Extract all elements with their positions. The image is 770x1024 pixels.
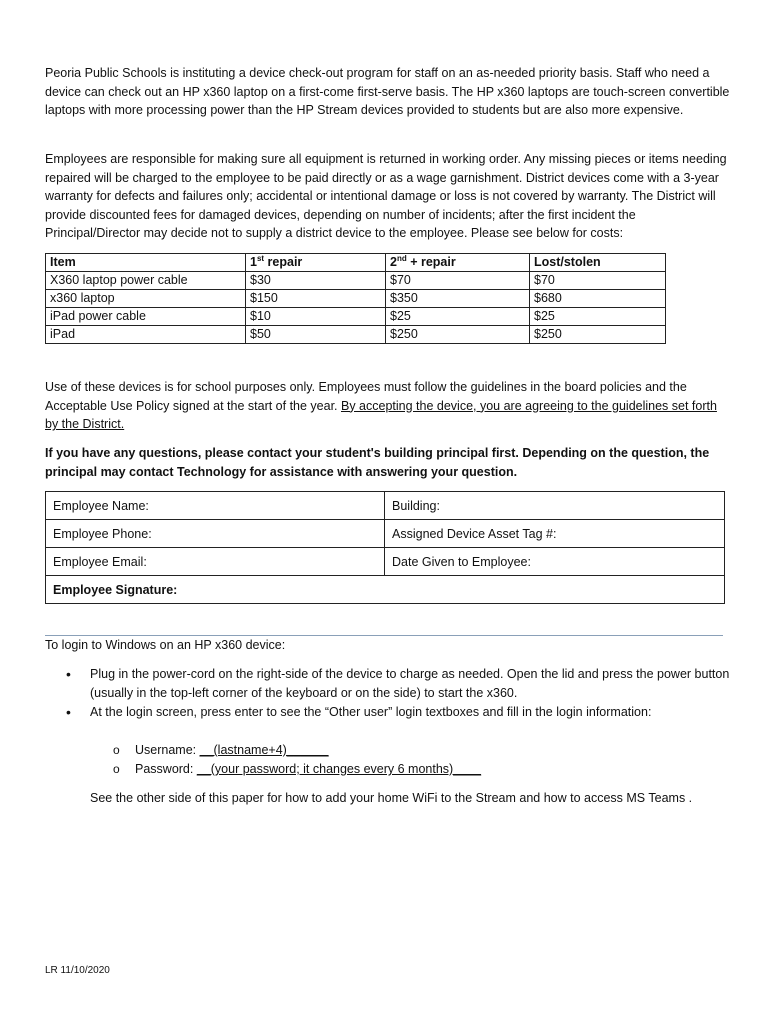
footer-revision: LR 11/10/2020 bbox=[45, 965, 110, 976]
login-steps bbox=[45, 665, 730, 722]
cell-lost: $680 bbox=[530, 290, 666, 308]
intro-paragraph-1: Peoria Public Schools is instituting a device check-out program for staff on an as-needed priority basis. Staff who need a device can check out an HP x360 laptop on a first-come first-serve basis. The HP x360 laptops are touch-screen convertible laptops with more processing power than the HP Stream devices provided to students but are also more expensive. bbox=[45, 66, 730, 118]
table-row bbox=[46, 326, 666, 344]
cell-second: $70 bbox=[386, 272, 530, 290]
password-value: __(your password; it changes every 6 months)____ bbox=[196, 762, 482, 776]
login-heading: To login to Windows on an HP x360 device: bbox=[45, 638, 286, 652]
header-first-repair: 1st repair bbox=[246, 254, 386, 272]
cell-first: $50 bbox=[246, 326, 386, 344]
usage-agreement: By accepting the device, you are agreeing to the guidelines set forth by the District. bbox=[45, 398, 717, 432]
employee-email-field[interactable]: Employee Email: bbox=[46, 548, 385, 576]
asset-tag-field[interactable]: Assigned Device Asset Tag #: bbox=[385, 520, 725, 548]
password-line: o Password: __(your password; it changes every 6 months)____ bbox=[45, 760, 481, 779]
cell-item: iPad power cable bbox=[46, 308, 246, 326]
cost-table bbox=[45, 253, 666, 344]
table-row bbox=[46, 290, 666, 308]
date-given-field[interactable]: Date Given to Employee: bbox=[385, 548, 725, 576]
cell-first: $30 bbox=[246, 272, 386, 290]
cell-lost: $250 bbox=[530, 326, 666, 344]
employee-phone-field[interactable]: Employee Phone: bbox=[46, 520, 385, 548]
usage-paragraph bbox=[45, 378, 730, 434]
cell-second: $25 bbox=[386, 308, 530, 326]
usage-text: Use of these devices is for school purposes only. Employees must follow the guidelines in the board policies and the Acceptable Use Policy signed at the start of the year. bbox=[45, 380, 687, 413]
cell-lost: $25 bbox=[530, 308, 666, 326]
list-item: • Plug in the power-cord on the right-side of the device to charge as needed. Open the lid and press the power button (usually in the top-left corner of the keyboard or on the side) to start the x360. bbox=[45, 665, 730, 703]
employee-signature-field[interactable]: Employee Signature: bbox=[46, 576, 725, 604]
employee-name-field[interactable]: Employee Name: bbox=[46, 492, 385, 520]
list-item: • At the login screen, press enter to see the “Other user” login textboxes and fill in the login information: bbox=[45, 703, 730, 722]
cell-first: $10 bbox=[246, 308, 386, 326]
building-field[interactable]: Building: bbox=[385, 492, 725, 520]
header-item: Item bbox=[46, 254, 246, 272]
other-side-note: See the other side of this paper for how to add your home WiFi to the Stream and how to access MS Teams . bbox=[90, 791, 693, 805]
cell-lost: $70 bbox=[530, 272, 666, 290]
username-line: o Username: __(lastname+4)______ bbox=[45, 741, 481, 760]
table-row bbox=[46, 272, 666, 290]
employee-form bbox=[45, 491, 725, 604]
header-lost-stolen: Lost/stolen bbox=[530, 254, 666, 272]
header-second-repair: 2nd + repair bbox=[386, 254, 530, 272]
table-row bbox=[46, 308, 666, 326]
login-credentials bbox=[45, 741, 481, 779]
username-value: __(lastname+4)______ bbox=[199, 743, 329, 757]
questions-paragraph: If you have any questions, please contact your student's building principal first. Depending on the question, the principal may contact Technology for assistance with answering your question. bbox=[45, 446, 710, 479]
cost-table-header bbox=[46, 254, 666, 272]
cell-second: $250 bbox=[386, 326, 530, 344]
cell-second: $350 bbox=[386, 290, 530, 308]
intro-paragraph-2: Employees are responsible for making sure all equipment is returned in working order. Any missing pieces or items needing repaired will be charged to the employee to be paid directly or as a wage garnishment. District devices come with a 3-year warranty for defects and failures only; accidental or intentional damage or loss is not covered by warranty. The District will provide discounted fees for damaged devices, depending on number of incidents; after the first incident the Principal/Director may decide not to supply a district device to the employee. Please see below for costs: bbox=[45, 152, 727, 241]
cell-item: x360 laptop bbox=[46, 290, 246, 308]
cell-item: X360 laptop power cable bbox=[46, 272, 246, 290]
cell-item: iPad bbox=[46, 326, 246, 344]
cell-first: $150 bbox=[246, 290, 386, 308]
